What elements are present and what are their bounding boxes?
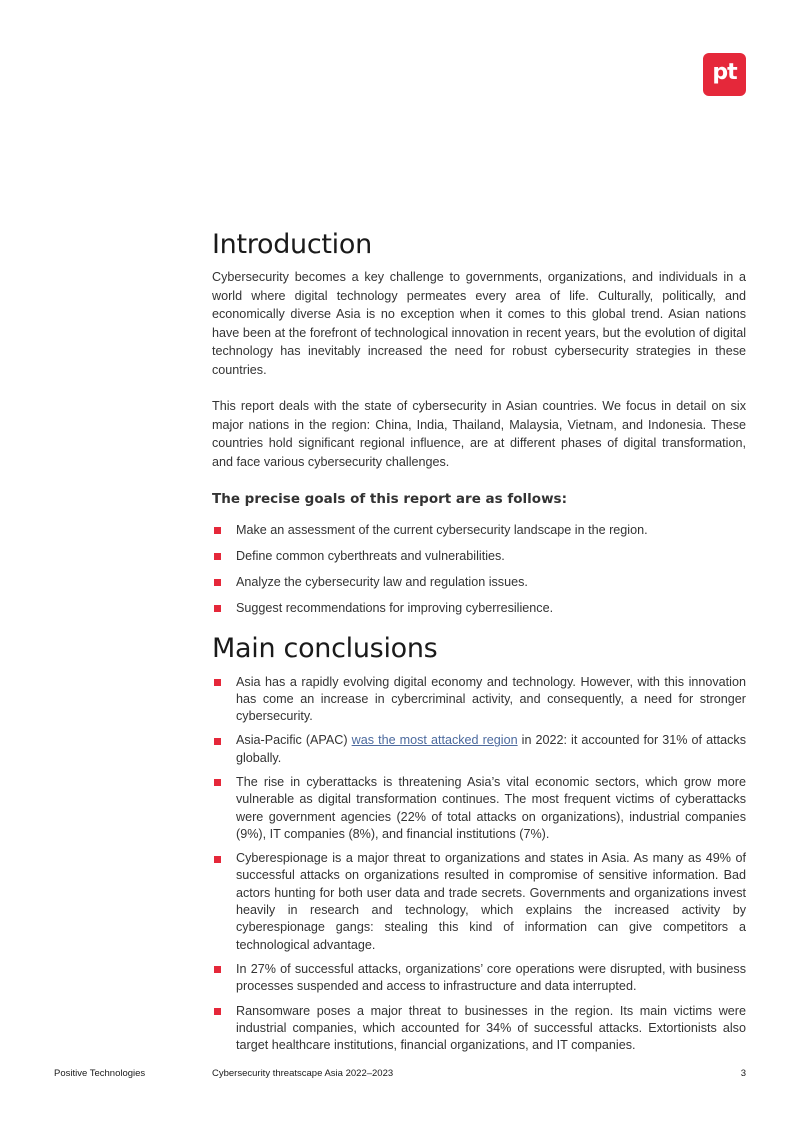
goal-item (212, 573, 746, 592)
conclusion-item (212, 674, 746, 726)
goals-list (212, 521, 746, 618)
conclusion-text: Asia has a rapidly evolving digital economy and technology. However, with this innovation has come an increase in cybercriminal activity, and consequently, a need for stronger cybersecurity. (236, 674, 746, 724)
footer-report-title: Cybersecurity threatscape Asia 2022–2023 (212, 1068, 394, 1079)
bullet-square-icon (214, 579, 221, 586)
bullet-square-icon (214, 779, 221, 786)
conclusion-item (212, 1003, 746, 1055)
goal-text: Make an assessment of the current cybersecurity landscape in the region. (236, 523, 648, 537)
conclusion-text: Ransomware poses a major threat to businesses in the region. Its main victims were industrial companies, which accounted for 34% of successful attacks. Extortionists also target healthcare institutions, financial organizations, and IT companies. (236, 1003, 746, 1053)
conclusion-text-after: in 2022: it accounted for 31% of attacks globally. (236, 733, 746, 765)
most-attacked-region-link[interactable]: was the most attacked region (351, 733, 518, 748)
conclusions-heading: Main conclusions (212, 632, 438, 664)
bullet-square-icon (214, 605, 221, 612)
conclusion-item (212, 732, 746, 767)
conclusion-text-before: Asia-Pacific (APAC) (236, 733, 352, 748)
page-content (212, 228, 746, 1061)
bullet-square-icon (214, 856, 221, 863)
intro-paragraph-2: This report deals with the state of cybersecurity in Asian countries. We focus in detail on six major nations in the region: China, India, Thailand, Malaysia, Vietnam, and Indonesia. These countries hold significant regional influence, are at different phases of digital transformation, and face various cybersecurity challenges. (212, 399, 746, 469)
goal-text: Suggest recommendations for improving cyberresilience. (236, 601, 554, 615)
conclusion-text: The rise in cyberattacks is threatening Asia’s vital economic sectors, which grow more vulnerable as digital transformation continues. The most frequent victims of cyberattacks were government agencies (22% of total attacks on organizations), industrial companies (9%), IT companies (8%), and financial institutions (7%). (236, 774, 746, 841)
conclusion-item (212, 850, 746, 954)
conclusions-list (212, 674, 746, 1055)
conclusion-text: In 27% of successful attacks, organizations’ core operations were disrupted, with business processes suspended and access to infrastructure and data interrupted. (236, 961, 746, 994)
intro-paragraph-1: Cybersecurity becomes a key challenge to governments, organizations, and individuals in a world where digital technology permeates every area of life. Culturally, politically, and economically diverse Asia is no exception when it comes to this global trend. Asian nations have been at the forefront of technological innovation in recent years, but the evolution of digital technology has inevitably increased the need for robust cybersecurity strategies in these countries. (212, 270, 746, 377)
bullet-square-icon (214, 966, 221, 973)
footer-page-number: 3 (740, 1068, 746, 1079)
bullet-square-icon (214, 738, 221, 745)
pt-logo: pt (703, 53, 746, 96)
bullet-square-icon (214, 1008, 221, 1015)
intro-heading: Introduction (212, 229, 372, 260)
footer-company: Positive Technologies (54, 1068, 146, 1079)
conclusion-text: Cyberespionage is a major threat to organizations and states in Asia. As many as 49% of successful attacks on organizations resulted in compromise of sensitive information. Bad actors hunting for both user data and trade secrets. Governments and organizations invest heavily in research and technology, which explains the increased activity by cyberespionage gangs: stealing this kind of information can give competitors a technological advantage. (236, 851, 746, 952)
bullet-square-icon (214, 553, 221, 560)
goal-text: Analyze the cybersecurity law and regulation issues. (236, 575, 528, 589)
goal-item (212, 521, 746, 540)
bullet-square-icon (214, 527, 221, 534)
goal-text: Define common cyberthreats and vulnerabilities. (236, 549, 505, 563)
conclusion-item (212, 774, 746, 843)
bullet-square-icon (214, 679, 221, 686)
goal-item (212, 547, 746, 566)
conclusion-item (212, 961, 746, 996)
goals-heading: The precise goals of this report are as follows: (212, 491, 567, 507)
goal-item (212, 599, 746, 618)
